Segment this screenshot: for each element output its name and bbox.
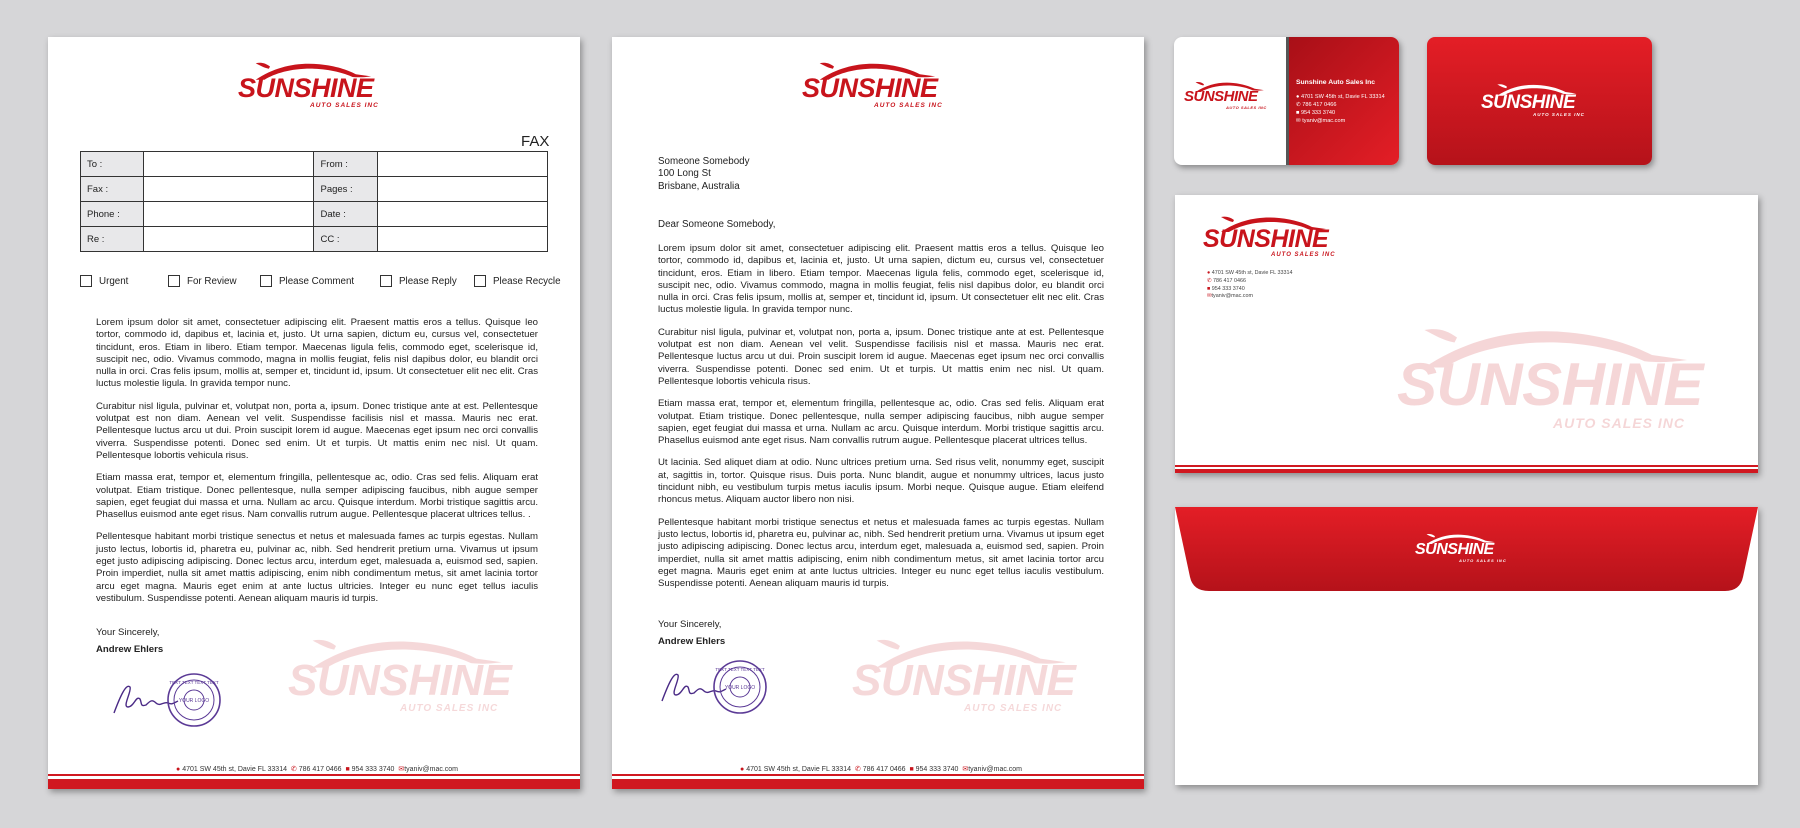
watermark-wordmark: SUNSHINE — [852, 656, 1076, 705]
envelope-band — [1175, 469, 1758, 473]
envelope-front — [1175, 195, 1758, 473]
watermark-tagline: AUTO SALES INC — [1553, 415, 1685, 431]
fax-logo — [238, 61, 398, 111]
envelope-rule — [1175, 465, 1758, 467]
logo-tagline: AUTO SALES INC — [1271, 252, 1336, 258]
fax-closing — [96, 627, 163, 655]
envelope-back — [1175, 507, 1758, 785]
fax-body — [96, 317, 538, 615]
address-line: Brisbane, Australia — [658, 180, 740, 192]
letter-body — [658, 243, 1104, 600]
fax-field-pages[interactable] — [377, 177, 547, 202]
fax-paragraph: Pellentesque habitant morbi tristique senectus et netus et malesuada fames ac turpis egestas. Nullam justo lectus, lobortis id, pharetra eu, pulvinar ac, nibh. Sed hendrerit pretium urna. Vivamus ut ipsum eget justo adipiscing adipiscing. Donec lectus arcu, interdum eget, malesuada a, euismod sed, sapien. Proin imperdiet, nulla sit amet mattis adipiscing, enim nibh condimentum metus, sit amet lacinia tortor arcu eget magna. Mauris eget enim at ante luctus ultricies. Integer eu nunc eget tellus iaculis vestibulum. Suspendisse potenti. Aenean aliquam mauris id turpis. — [96, 531, 538, 604]
fax-checkbox-row — [80, 275, 561, 287]
fax-header-table — [80, 151, 548, 252]
checkbox-urgent[interactable] — [80, 275, 168, 287]
logo-tagline: AUTO SALES INC — [1533, 112, 1585, 117]
phone-icon: ✆ — [854, 766, 861, 773]
fax-watermark — [288, 637, 548, 717]
closing-text: Your Sincerely, — [658, 619, 722, 630]
checkbox-please-reply[interactable] — [380, 275, 474, 287]
logo-tagline: AUTO SALES INC — [1226, 105, 1267, 110]
signer-name: Andrew Ehlers — [658, 636, 726, 647]
card-company-name: Sunshine Auto Sales Inc — [1296, 79, 1376, 86]
fax-label-from: From : — [314, 152, 377, 177]
envelope-watermark — [1397, 325, 1757, 435]
fax-label-pages: Pages : — [314, 177, 377, 202]
footer-email: tyaniv@mac.com — [404, 766, 459, 773]
fax-title: FAX — [521, 133, 550, 150]
fax-sheet — [48, 37, 580, 789]
card-fax: ■ 954 333 3740 — [1296, 110, 1336, 116]
fax-label-date: Date : — [314, 202, 377, 227]
footer-rule — [48, 774, 580, 776]
watermark-tagline: AUTO SALES INC — [400, 703, 499, 714]
fax-icon: ■ — [909, 766, 914, 773]
fax-field-to[interactable] — [144, 152, 314, 177]
logo-wordmark: SUNSHINE — [1203, 225, 1329, 253]
logo-tagline: AUTO SALES INC — [310, 102, 379, 109]
logo-wordmark: SUNSHINE — [802, 73, 938, 103]
letter-closing — [658, 619, 725, 647]
footer-email: tyaniv@mac.com — [968, 766, 1023, 773]
card-phone: ✆ 786 417 0466 — [1296, 102, 1337, 108]
checkbox-label: For Review — [187, 275, 237, 287]
letter-paragraph: Lorem ipsum dolor sit amet, consectetuer adipiscing elit. Praesent mattis eros a tellus. Quisque leo tortor, commodo id, dapibus et, lacinia et, justo. Ut urna sapien, dictum eu, cursus vel, consectetuer tincidunt, eros. Etiam in libero. Etiam tempor. Maecenas ligula felis, commodo eget, scelerisque id, suscipit nec, odio. Vivamus commodo, magna in mollis feugiat, felis nisl dapibus dolor, eu blandit orci nulla in orci. Cras felis ipsum, mollis at, semper et, tincidunt id, ipsum. Ut consectetuer elit nec elit. Cras luctus molestie ligula. In gravida tempor nunc. — [658, 243, 1104, 316]
envelope-contact — [1207, 270, 1292, 301]
stamp-ring-text: TEXT TEXT TEXT TEXT — [715, 667, 765, 672]
stamp-center-text: YOUR LOGO — [724, 685, 756, 691]
checkbox-label: Please Recycle — [493, 275, 561, 287]
logo-wordmark: SUNSHINE — [238, 73, 374, 103]
letter-paragraph: Curabitur nisl ligula, pulvinar et, volutpat non, porta a, ipsum. Donec tristique ante at est. Pellentesque volutpat est non diam. Aenean vel velit. Suspendisse facilisis nisl et massa. Mauris nec erat. Pellentesque luctus arcu ut dui. Proin suscipit lorem id augue. Maecenas eget ipsum nec orci convallis viverra. Suspendisse potenti. Donec sed enim. Ut et turpis. Ut mattis enim nec nisl. Ut quam. Pellentesque lobortis vehicula risus. — [658, 326, 1104, 387]
envelope-email: ✉tyaniv@mac.com — [1207, 293, 1253, 300]
logo-wordmark: SUNSHINE — [1184, 88, 1258, 105]
checkbox-label: Urgent — [99, 275, 129, 287]
footer-address: 4701 SW 45th st, Davie FL 33314 — [182, 766, 287, 773]
recipient-address — [658, 156, 750, 193]
letter-paragraph: Ut lacinia. Sed aliquet diam at odio. Nunc ultrices pretium urna. Sed risus velit, nonummy eget, suscipit at, sagittis in, tortor. Quisque risus. Duis porta. Nunc blandit, augue et nonummy ultrices, lacus justo tincidunt nibh, eu vestibulum turpis metus iaculis ipsum. Morbi neque. Quisque augue. Etiam eleifend rhoncus metus. Aliquam auctor libero non nisi. — [658, 457, 1104, 506]
logo-tagline: AUTO SALES INC — [874, 102, 943, 109]
checkbox-box-icon[interactable] — [80, 275, 92, 287]
letterhead-sheet — [612, 37, 1144, 789]
fax-paragraph: Lorem ipsum dolor sit amet, consectetuer adipiscing elit. Praesent mattis eros a tellus. Quisque leo tortor, commodo id, dapibus et, lacinia et, justo. Ut urna sapien, dictum eu, cursus vel, consectetuer tincidunt, eros. Etiam in libero. Etiam tempor. Maecenas ligula felis, commodo eget, scelerisque id, suscipit nec, odio. Vivamus commodo, magna in mollis feugiat, felis nisl dapibus dolor, eu blandit orci nulla in orci. Cras felis ipsum, mollis at, semper et, tincidunt id, ipsum. Ut consectetuer elit nec elit. Cras luctus molestie ligula. In gravida tempor nunc. — [96, 317, 538, 390]
checkbox-box-icon[interactable] — [380, 275, 392, 287]
address-line: 100 Long St — [658, 168, 711, 180]
fax-paragraph: Curabitur nisl ligula, pulvinar et, volutpat non, porta a, ipsum. Donec tristique ante at est. Pellentesque volutpat est non diam. Aenean vel velit. Suspendisse facilisis nisl et massa. Mauris nec erat. Pellentesque luctus arcu ut dui. Proin suscipit lorem id augue. Maecenas eget ipsum nec orci convallis viverra. Suspendisse potenti. Donec sed enim. Ut et turpis. Ut mattis enim nec nisl. Ut quam. Pellentesque lobortis vehicula risus. — [96, 400, 538, 461]
watermark-tagline: AUTO SALES INC — [964, 703, 1063, 714]
checkbox-box-icon[interactable] — [474, 275, 486, 287]
envelope-phone: ✆ 786 417 0466 — [1207, 277, 1247, 284]
stamp-ring-text: TEXT TEXT TEXT TEXT — [169, 680, 219, 685]
checkbox-for-review[interactable] — [168, 275, 260, 287]
location-icon: ● — [176, 766, 181, 773]
salutation: Dear Someone Somebody, — [658, 219, 776, 230]
footer-band — [48, 779, 580, 789]
signer-name: Andrew Ehlers — [96, 644, 164, 655]
letter-watermark — [852, 637, 1112, 717]
fax-field-cc[interactable] — [377, 227, 547, 252]
fax-field-date[interactable] — [377, 202, 547, 227]
footer-phone: 786 417 0466 — [298, 766, 342, 773]
logo-tagline: AUTO SALES INC — [1459, 558, 1507, 563]
footer-phone: 786 417 0466 — [862, 766, 906, 773]
footer-fax: 954 333 3740 — [915, 766, 959, 773]
email-icon: ✉ — [398, 766, 405, 773]
stamp-icon — [166, 672, 222, 728]
envelope-fax: ■ 954 333 3740 — [1207, 285, 1245, 292]
stamp-icon — [712, 659, 768, 715]
watermark-wordmark: SUNSHINE — [1397, 351, 1704, 418]
card-contact — [1296, 79, 1385, 125]
footer-band — [612, 779, 1144, 789]
letter-paragraph: Pellentesque habitant morbi tristique senectus et netus et malesuada fames ac turpis egestas. Nullam justo lectus, lobortis id, pharetra eu, pulvinar ac, nibh. Sed hendrerit pretium urna. Vivamus ut ipsum eget justo adipiscing adipiscing. Donec lectus arcu, interdum eget, malesuada a, euismod sed, sapien. Proin imperdiet, nulla sit amet mattis adipiscing, enim nibh condimentum metus, sit amet lacinia tortor arcu eget magna. Mauris eget enim at ante luctus ultricies. Integer eu nunc eget tellus iaculis vestibulum. Suspendisse potenti. Aenean aliquam mauris id turpis. — [658, 516, 1104, 590]
fax-footer — [176, 765, 458, 773]
fax-label-to: To : — [81, 152, 144, 177]
closing-text: Your Sincerely, — [96, 627, 160, 638]
fax-label-cc: CC : — [314, 227, 377, 252]
letterhead-logo — [802, 61, 962, 111]
fax-label-phone: Phone : — [81, 202, 144, 227]
email-icon: ✉ — [962, 766, 969, 773]
fax-paragraph: Etiam massa erat, tempor et, elementum fringilla, pellentesque ac, odio. Cras sed felis. Aliquam erat volutpat. Etiam tristique. Donec pellentesque, nulla semper adipiscing faucibus, nibh augue semper sapien, eget feugiat dui massa et urna. Nullam ac arcu. Quisque interdum. Morbi tristique sagittis arcu. Phasellus euismod ante eget risus. Nam convallis rutrum augue. Pellentesque placerat ultrices tellus. . — [96, 472, 538, 521]
envelope-address: ● 4701 SW 45th st, Davie FL 33314 — [1207, 270, 1293, 276]
address-line: Someone Somebody — [658, 156, 750, 167]
card-address: ● 4701 SW 45th st, Davie FL 33314 — [1296, 94, 1385, 100]
checkbox-please-comment[interactable] — [260, 275, 380, 287]
checkbox-label: Please Reply — [399, 275, 457, 287]
checkbox-label: Please Comment — [279, 275, 355, 287]
watermark-wordmark: SUNSHINE — [288, 656, 512, 705]
card-email: ✉ tyaniv@mac.com — [1296, 118, 1346, 124]
logo-wordmark: SUNSHINE — [1415, 541, 1494, 558]
fax-icon: ■ — [345, 766, 350, 773]
footer-address: 4701 SW 45th st, Davie FL 33314 — [746, 766, 851, 773]
footer-fax: 954 333 3740 — [351, 766, 395, 773]
logo-wordmark: SUNSHINE — [1481, 92, 1576, 113]
fax-label-fax: Fax : — [81, 177, 144, 202]
letter-paragraph: Etiam massa erat, tempor et, elementum fringilla, pellentesque ac, odio. Cras sed felis. Aliquam erat volutpat. Etiam tristique. Donec pellentesque, nulla semper adipiscing faucibus, nibh augue semper sapien, eget feugiat dui massa et urna. Nullam ac arcu. Quisque interdum. Morbi tristique sagittis arcu. Phasellus euismod ante eget risus. Nam convallis rutrum augue. Pellentesque placerat ultrices tellus. — [658, 398, 1104, 447]
fax-field-fax[interactable] — [144, 177, 314, 202]
fax-field-phone[interactable] — [144, 202, 314, 227]
fax-field-from[interactable] — [377, 152, 547, 177]
location-icon: ● — [740, 766, 745, 773]
fax-field-re[interactable] — [144, 227, 314, 252]
phone-icon: ✆ — [290, 766, 297, 773]
stamp-center-text: YOUR LOGO — [178, 698, 210, 704]
footer-rule — [612, 774, 1144, 776]
checkbox-box-icon[interactable] — [168, 275, 180, 287]
checkbox-box-icon[interactable] — [260, 275, 272, 287]
business-card-front — [1174, 37, 1399, 165]
letter-footer — [740, 765, 1022, 773]
checkbox-please-recycle[interactable] — [474, 275, 561, 287]
business-card-back — [1427, 37, 1652, 165]
fax-label-re: Re : — [81, 227, 144, 252]
